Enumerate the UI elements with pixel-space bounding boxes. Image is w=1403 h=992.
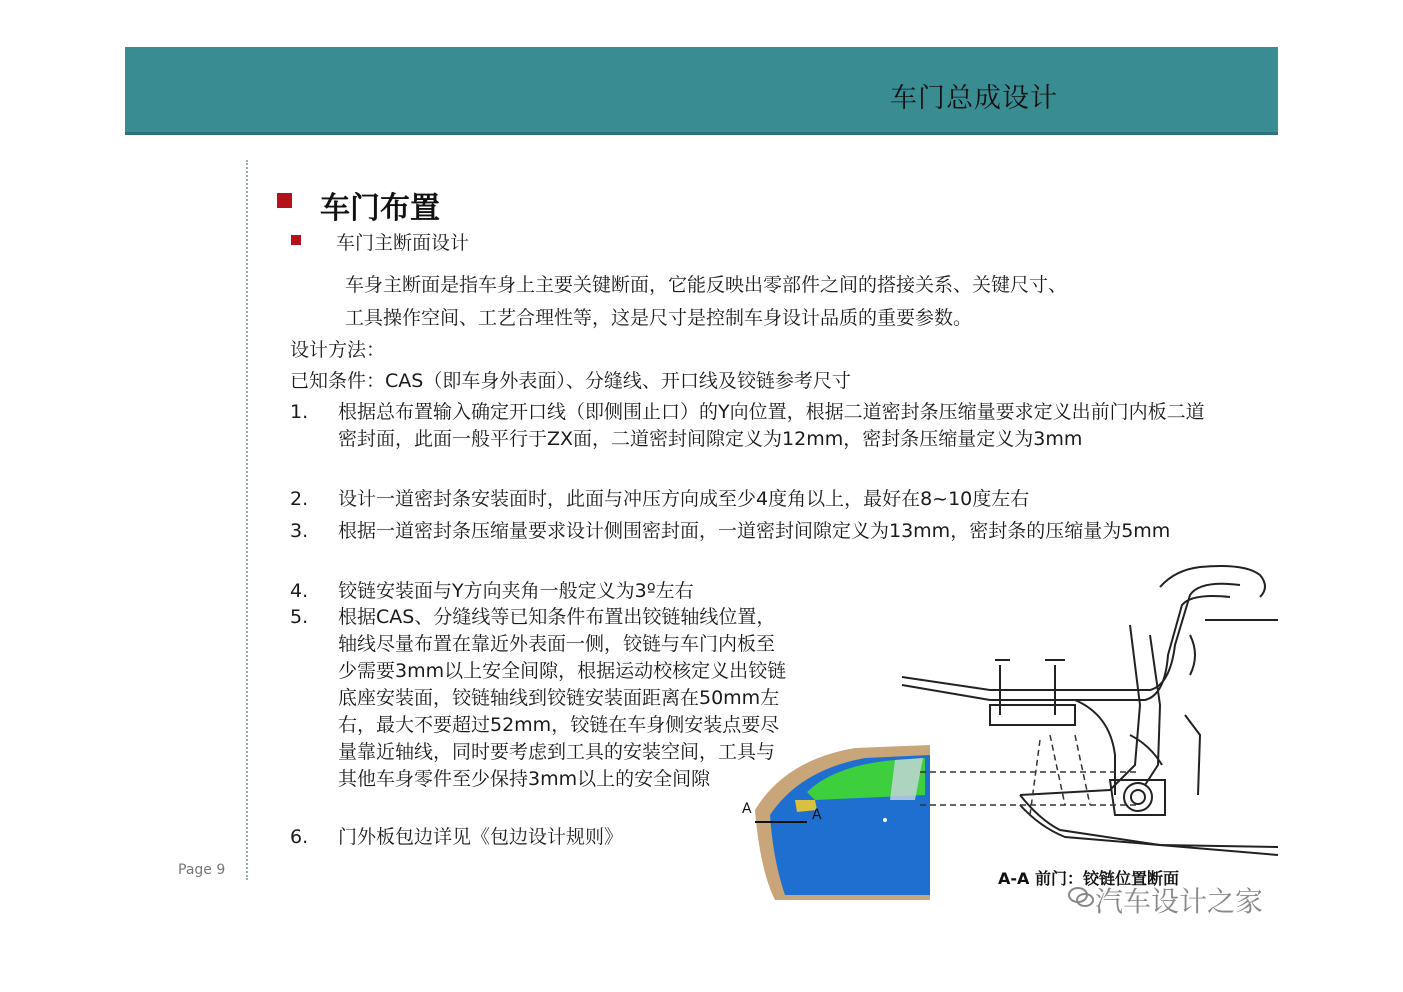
page-number: Page 9 (178, 862, 226, 878)
item-number: 3. (290, 520, 309, 542)
wechat-icon (1068, 886, 1094, 908)
intro-line-1: 车身主断面是指车身上主要关键断面，它能反映出零部件之间的搭接关系、关键尺寸、 (345, 274, 1068, 296)
subsection-title: 车门主断面设计 (336, 232, 470, 254)
subsection-bullet-icon (291, 235, 301, 245)
left-divider (246, 160, 248, 880)
list-item: 门外板包边详见《包边设计规则》 (338, 826, 624, 848)
header-band (125, 47, 1278, 135)
section-bullet-icon (277, 193, 292, 208)
list-item: 根据CAS、分缝线等已知条件布置出铰链轴线位置，轴线尽量布置在靠近外表面一侧，铰链与车门内板至少需要3mm以上安全间隙，根据运动校核定义出铰链底座安装面，铰链轴线到铰链安装面距离在50mm左右，最大不要超过52mm，铰链在车身侧安装点要尽量靠近轴线，同时要考虑到工具的安装空间，工具与其他车身零件至少保持3mm以上的安全间隙 (338, 606, 787, 790)
item-number: 5. (290, 606, 309, 628)
list-item: 根据总布置输入确定开口线（即侧围止口）的Y向位置，根据二道密封条压缩量要求定义出前门内板二道密封面，此面一般平行于ZX面，二道密封间隙定义为12mm，密封条压缩量定义为3mm (338, 401, 1205, 450)
section-title: 车门布置 (320, 191, 440, 226)
item-number: 2. (290, 488, 309, 510)
figure-caption: A-A 前门：铰链位置断面 (998, 869, 1179, 888)
hinge-section-drawing (900, 565, 1280, 865)
header-title: 车门总成设计 (890, 83, 1058, 114)
item-number: 4. (290, 580, 309, 602)
section-label-left: A (742, 801, 752, 817)
item-number: 6. (290, 826, 309, 848)
item-number: 1. (290, 401, 309, 423)
intro-line-2: 工具操作空间、工艺合理性等，这是尺寸是控制车身设计品质的重要参数。 (345, 307, 973, 329)
list-item: 铰链安装面与Y方向夹角一般定义为3º左右 (338, 580, 694, 602)
list-item: 根据一道密封条压缩量要求设计侧围密封面，一道密封间隙定义为13mm，密封条的压缩量为5mm (338, 520, 1171, 542)
section-label-right: A (812, 807, 822, 823)
known-conditions: 已知条件：CAS（即车身外表面）、分缝线、开口线及铰链参考尺寸 (290, 370, 851, 392)
list-item: 设计一道密封条安装面时，此面与冲压方向成至少4度角以上，最好在8~10度左右 (338, 488, 1030, 510)
watermark: 汽车设计之家 (1095, 885, 1264, 918)
method-label: 设计方法： (290, 339, 386, 361)
